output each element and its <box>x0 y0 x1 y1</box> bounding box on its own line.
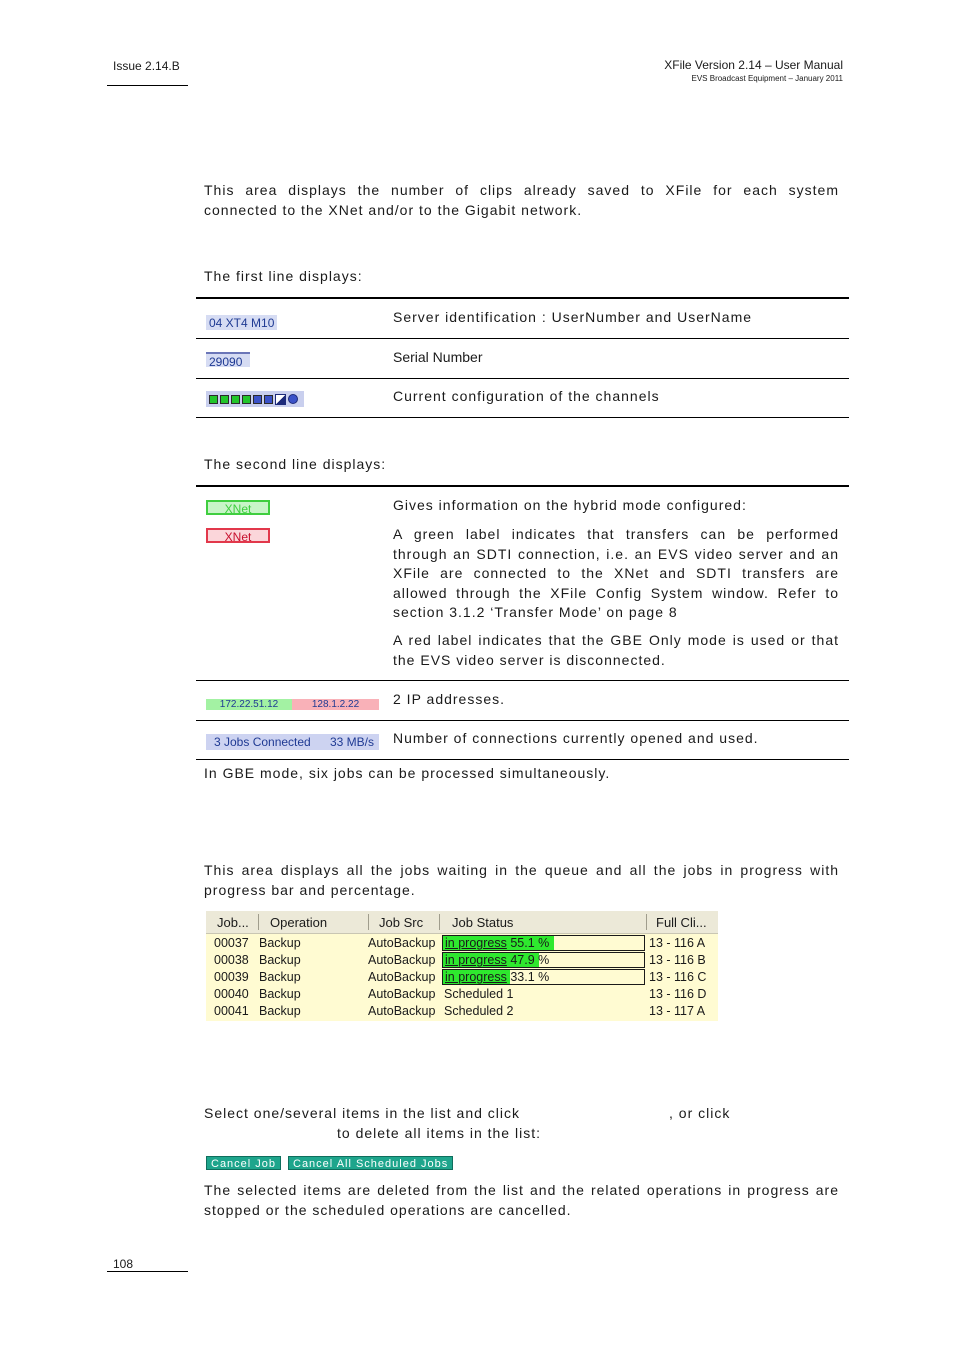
channel-config-image <box>206 391 304 407</box>
col-operation[interactable]: Operation <box>270 915 328 930</box>
col-separator[interactable] <box>439 914 440 930</box>
job-status-value: 47.9 % <box>510 953 550 967</box>
gbe-note: In GBE mode, six jobs can be processed simultaneously. <box>204 765 611 781</box>
select-text-3: to delete all items in the list: <box>337 1125 541 1141</box>
blue-square-icon <box>264 395 273 404</box>
job-status-value: 55.1 % <box>510 936 550 950</box>
table-row-rule <box>196 720 849 721</box>
job-status-text <box>445 936 549 950</box>
jobs-desc: Number of connections currently opened and used. <box>393 730 759 746</box>
col-separator[interactable] <box>368 914 369 930</box>
page-number: 108 <box>113 1257 134 1271</box>
job-source: AutoBackup <box>368 1004 436 1018</box>
jobs-rate: 33 MB/s <box>329 735 374 749</box>
job-full-clip: 13 - 116 B <box>649 953 706 967</box>
job-full-clip: 13 - 116 C <box>649 970 707 984</box>
manual-subtitle: EVS Broadcast Equipment – January 2011 <box>691 74 843 83</box>
second-line-heading: The second line displays: <box>204 456 387 472</box>
jobs-connected-count: 3 Jobs Connected <box>214 735 311 749</box>
ip-desc: 2 IP addresses. <box>393 691 506 707</box>
job-operation: Backup <box>259 987 301 1001</box>
job-status-text <box>445 953 549 967</box>
server-id-desc: Server identification : UserNumber and UserName <box>393 309 753 325</box>
job-source: AutoBackup <box>368 987 436 1001</box>
final-paragraph: The selected items are deleted from the list and the related operations in progress are stopped or the scheduled operations are cancelled. <box>204 1182 839 1218</box>
server-id-image: 04 XT4 M10 <box>206 315 277 330</box>
table-row-rule <box>196 378 849 379</box>
intro-paragraph: This area displays the number of clips already saved to XFile for each system connected to the XNet and/or to the Gigabit network. <box>204 182 839 218</box>
first-line-heading: The first line displays: <box>204 268 363 284</box>
col-job-status[interactable]: Job Status <box>452 915 514 930</box>
job-operation: Backup <box>259 936 301 950</box>
job-full-clip: 13 - 116 D <box>649 987 707 1001</box>
cancel-job-button[interactable]: Cancel Job <box>206 1156 281 1170</box>
table-row[interactable] <box>206 935 718 952</box>
col-separator[interactable] <box>646 914 647 930</box>
green-square-icon <box>209 395 218 404</box>
table-bottom-rule <box>196 417 849 418</box>
col-separator[interactable] <box>258 914 259 930</box>
table-row[interactable] <box>206 969 718 986</box>
select-text-1: Select one/several items in the list and click <box>204 1105 521 1121</box>
job-id: 00040 <box>214 987 249 1001</box>
job-id: 00037 <box>214 936 249 950</box>
job-queue-header <box>206 911 718 934</box>
table-row[interactable] <box>206 952 718 969</box>
job-status-value: 33.1 % <box>510 970 550 984</box>
xnet-red-label: XNet <box>206 528 270 543</box>
cancel-all-scheduled-jobs-button[interactable]: Cancel All Scheduled Jobs <box>288 1156 453 1170</box>
job-operation: Backup <box>259 953 301 967</box>
blue-square-icon <box>253 395 262 404</box>
serial-image: 29090 <box>206 352 250 367</box>
issue-label: Issue 2.14.B <box>113 59 180 73</box>
job-queue-table <box>206 911 718 1021</box>
ip-addresses-image <box>206 699 379 710</box>
select-text-2: , or click <box>669 1105 731 1121</box>
job-id: 00041 <box>214 1004 249 1018</box>
job-id: 00039 <box>214 970 249 984</box>
job-source: AutoBackup <box>368 936 436 950</box>
col-full-clip[interactable]: Full Cli... <box>656 915 707 930</box>
table-top-rule <box>196 297 849 299</box>
progress-bar <box>442 935 645 951</box>
job-status-prefix: in progress <box>445 936 507 950</box>
table-row[interactable] <box>206 1003 718 1020</box>
ip-address-2: 128.1.2.22 <box>292 699 379 710</box>
job-id: 00038 <box>214 953 249 967</box>
jobs-connected-image <box>206 734 379 750</box>
job-status-text: Scheduled 2 <box>444 1004 514 1018</box>
table-top-rule <box>196 485 849 487</box>
hybrid-desc-1: Gives information on the hybrid mode configured: <box>393 497 747 513</box>
table-row[interactable] <box>206 986 718 1003</box>
table-bottom-rule <box>196 759 849 760</box>
channel-config-desc: Current configuration of the channels <box>393 388 660 404</box>
green-square-icon <box>242 395 251 404</box>
table-row-rule <box>196 338 849 339</box>
blue-circle-icon <box>288 394 298 404</box>
job-status-text <box>445 970 549 984</box>
diagonal-square-icon <box>275 394 286 405</box>
job-operation: Backup <box>259 970 301 984</box>
green-square-icon <box>220 395 229 404</box>
queue-intro: This area displays all the jobs waiting in the queue and all the jobs in progress with progress bar and percentage. <box>204 862 839 898</box>
progress-bar <box>442 969 645 985</box>
job-source: AutoBackup <box>368 953 436 967</box>
header-rule <box>107 85 188 86</box>
manual-title: XFile Version 2.14 – User Manual <box>664 58 843 72</box>
hybrid-desc-2: A green label indicates that transfers can be performed through an SDTI connection, i.e. an EVS video server and an XFile are connected to the XNet and SDTI transfers are allowed through the XFile Config System window. Refer to section 3.1.2 ‘Transfer Mode’ on page 8 <box>393 526 839 620</box>
footer-rule <box>107 1271 188 1272</box>
table-row-rule <box>196 680 849 681</box>
job-operation: Backup <box>259 1004 301 1018</box>
job-full-clip: 13 - 117 A <box>649 1004 706 1018</box>
ip-address-1: 172.22.51.12 <box>206 699 292 710</box>
progress-bar <box>442 952 645 968</box>
job-status-text: Scheduled 1 <box>444 987 514 1001</box>
serial-desc: Serial Number <box>393 349 483 365</box>
hybrid-desc-3: A red label indicates that the GBE Only mode is used or that the EVS video server is disconnected. <box>393 632 839 668</box>
xnet-green-label: XNet <box>206 500 270 515</box>
col-job-src[interactable]: Job Src <box>379 915 424 930</box>
job-status-prefix: in progress <box>445 953 507 967</box>
green-square-icon <box>231 395 240 404</box>
job-source: AutoBackup <box>368 970 436 984</box>
job-status-prefix: in progress <box>445 970 507 984</box>
job-full-clip: 13 - 116 A <box>649 936 706 950</box>
col-job[interactable]: Job... <box>217 915 249 930</box>
